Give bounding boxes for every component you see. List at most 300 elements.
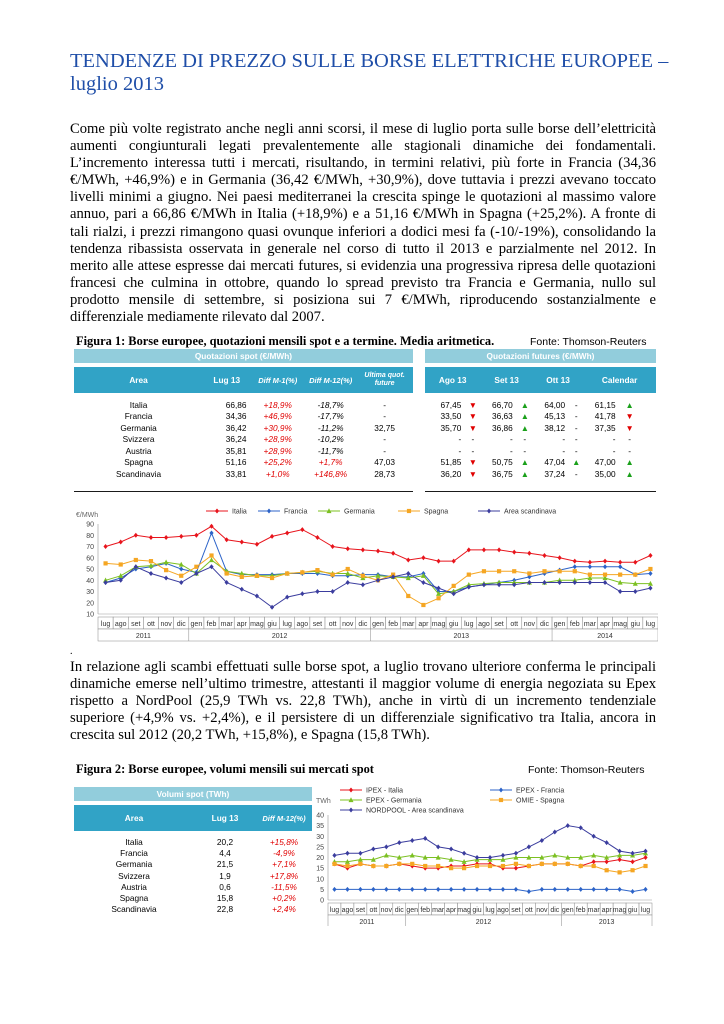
data-point: [361, 574, 365, 578]
col-area: Area: [74, 367, 203, 393]
x-tick-label: apr: [418, 621, 429, 628]
legend-label: Spagna: [424, 508, 449, 516]
price-chart: [74, 504, 658, 646]
col-ultima-quot: Ultima quot. future: [356, 367, 412, 393]
year-label: 2014: [597, 633, 613, 640]
spacer-cell: [640, 457, 656, 469]
data-point: [648, 586, 652, 591]
x-tick-label: lug: [485, 907, 495, 914]
trend-icon: ▲: [625, 457, 634, 468]
data-point: [134, 533, 138, 538]
y-tick-label: 60: [86, 555, 94, 563]
data-point: [397, 887, 401, 892]
x-tick-label: mar: [432, 907, 445, 914]
data-point: [315, 568, 319, 572]
data-point: [164, 576, 168, 581]
data-point: [579, 864, 583, 868]
data-point: [540, 862, 544, 866]
data-point: [361, 582, 365, 587]
legend-label: Francia: [284, 508, 308, 516]
data-point: [488, 864, 492, 868]
x-tick-label: mag: [612, 907, 627, 914]
col-area-2: Area: [74, 805, 194, 831]
data-point: [633, 560, 637, 565]
series-nordpool-area-scandinava: [332, 823, 647, 860]
x-tick-label: set: [511, 907, 521, 914]
data-point: [605, 887, 609, 892]
data-point: [285, 595, 289, 600]
x-tick-label: lug: [640, 907, 651, 914]
spacer-cell: [640, 411, 656, 423]
cell-diff-m12: -18,7%: [317, 399, 344, 410]
cell-lug13: 35,81: [225, 445, 247, 456]
data-point: [315, 535, 319, 540]
cell-diff-m12: -17,7%: [317, 411, 344, 422]
spacer-cell: [413, 468, 425, 480]
figure-2-table: [74, 787, 312, 915]
col-ago13: Ago 13: [425, 367, 480, 393]
trend-icon: ▲: [625, 399, 634, 410]
data-point: [592, 864, 596, 868]
data-point: [255, 594, 259, 599]
data-point: [488, 887, 492, 892]
data-point: [285, 531, 289, 536]
cell-ultima-quot: -: [383, 399, 387, 410]
data-point: [527, 889, 531, 894]
data-point: [391, 551, 395, 556]
x-tick-label: mag: [613, 621, 627, 628]
table-row: [74, 445, 656, 457]
data-point: [648, 567, 652, 571]
data-point: [371, 864, 375, 868]
data-point: [462, 887, 466, 892]
data-point: [371, 847, 375, 852]
data-point: [482, 569, 486, 573]
data-point: [345, 851, 349, 856]
col-diff-m12-2: Diff M-12(%): [256, 805, 312, 831]
data-point: [452, 584, 456, 588]
chart-legend: [206, 508, 556, 515]
legend-marker: [407, 509, 411, 513]
data-point: [315, 589, 319, 594]
data-point: [406, 558, 410, 563]
cell-lug13: 0,6: [219, 881, 231, 892]
data-point: [300, 570, 304, 574]
cell-set13: 36,75: [491, 468, 513, 479]
data-point: [332, 853, 336, 858]
data-point: [633, 573, 637, 577]
trend-icon: -: [574, 445, 578, 456]
data-point: [346, 546, 350, 551]
data-point: [514, 862, 518, 866]
data-point: [553, 830, 557, 835]
x-tick-label: mag: [457, 907, 471, 914]
data-point: [573, 559, 577, 564]
data-point: [119, 540, 123, 545]
data-point: [421, 555, 425, 560]
table-row: [74, 892, 312, 903]
data-point: [618, 887, 622, 892]
cell-ultima-quot: -: [383, 445, 387, 456]
data-point: [501, 864, 505, 868]
series-italia: [103, 524, 652, 565]
data-point: [482, 547, 486, 552]
cell-diff-m12: -11,7%: [317, 445, 344, 456]
title-line-1: TENDENZE DI PREZZO SULLE BORSE ELETTRICHE EUROPEE –: [70, 50, 669, 72]
x-tick-label: lug: [329, 907, 340, 914]
x-tick-label: gen: [372, 621, 384, 628]
data-point: [436, 887, 440, 892]
data-point: [330, 544, 334, 549]
cell-set13: 36,86: [491, 422, 513, 433]
data-point: [436, 844, 440, 849]
data-point: [384, 844, 388, 849]
x-tick-label: lug: [464, 621, 474, 628]
data-point: [527, 844, 531, 849]
x-tick-label: nov: [342, 621, 354, 628]
data-point: [255, 574, 259, 578]
cell-lug13: 20,2: [216, 836, 234, 847]
x-tick-label: mag: [431, 621, 446, 628]
data-point: [134, 558, 138, 562]
figure-1-caption: Figura 1: Borse europee, quotazioni mensili spot e a termine. Media aritmetica.: [76, 334, 495, 348]
cell-ott13: 38,12: [544, 422, 566, 433]
series-line: [335, 826, 646, 858]
cell-ott13: -: [562, 445, 566, 456]
data-point: [179, 580, 183, 585]
cell-area: Francia: [120, 847, 148, 858]
volume-chart: [312, 784, 658, 926]
data-point: [592, 834, 596, 839]
cell-area: Italia: [125, 836, 143, 847]
data-point: [648, 571, 652, 576]
data-point: [558, 555, 562, 560]
data-point: [592, 887, 596, 892]
spacer-cell: [640, 468, 656, 480]
cell-ultima-quot: -: [383, 434, 387, 445]
cell-ott13: 45,13: [544, 411, 566, 422]
cell-diff-m1: +1,0%: [265, 468, 290, 479]
x-tick-label: nov: [160, 621, 172, 628]
data-point: [421, 603, 425, 607]
data-point: [285, 571, 289, 575]
cell-lug13: 33,81: [225, 468, 247, 479]
cell-calendar: 61,15: [594, 399, 616, 410]
col-ott13: Ott 13: [533, 367, 583, 393]
trend-icon: -: [523, 434, 527, 445]
cell-area: Scandinavia: [111, 904, 157, 915]
x-tick-label: feb: [575, 907, 586, 914]
cell-lug13: 36,24: [225, 434, 247, 445]
trend-icon: -: [574, 434, 578, 445]
table-row: [74, 859, 312, 870]
cell-calendar: 47,00: [594, 457, 616, 468]
data-point: [449, 887, 453, 892]
x-tick-label: dic: [550, 907, 560, 914]
x-tick-label: feb: [420, 907, 431, 914]
cell-ago13: -: [458, 445, 462, 456]
data-point: [475, 887, 479, 892]
spacer-cell: [413, 434, 425, 446]
data-point: [346, 567, 350, 571]
trend-icon: -: [523, 445, 527, 456]
legend-label: Germania: [344, 508, 375, 516]
data-point: [164, 560, 169, 565]
table-row: [74, 468, 656, 480]
data-point: [643, 849, 647, 854]
spacer-cell: [640, 399, 656, 411]
y-tick-label: 10: [316, 876, 324, 884]
data-point: [605, 859, 609, 864]
x-tick-label: nov: [536, 907, 548, 914]
data-point: [452, 559, 456, 564]
data-point: [330, 573, 334, 577]
paragraph-2: In relazione agli scambi effettuati sulle borse spot, a luglio trovano ulteriore conferma le principali dinamiche emerse nell’ultimo trimestre, attestanti il maggior volume di energia negoziata su Epex rispetto a NordPool (25,9 TWh vs. 22,8 TWh), anche in virtù di un incremento tendenziale superiore (+4,9% vs. +2,4%), e il persistere di un differenziale significativo tra Italia, ancora in crescita sul 2012 (20,2 TWh, +15,8%), e Spagna (15,8 TWh).: [70, 659, 656, 744]
data-point: [119, 562, 123, 566]
data-point: [558, 569, 562, 573]
y-tick-label: 30: [316, 833, 324, 841]
data-point: [449, 866, 453, 870]
page-title: [70, 50, 670, 96]
data-point: [573, 569, 577, 573]
data-point: [643, 864, 647, 868]
y-tick-label: 50: [86, 566, 94, 574]
cell-diff-m12: -11,2%: [317, 422, 344, 433]
spacer-cell: [640, 445, 656, 457]
data-point: [149, 535, 153, 540]
year-label: 2013: [453, 633, 470, 640]
data-point: [423, 836, 427, 841]
data-point: [423, 887, 427, 892]
cell-diff-m12: +7,1%: [272, 859, 296, 870]
cell-area: Austria: [125, 445, 152, 456]
data-point: [270, 605, 274, 610]
x-tick-label: giu: [630, 621, 640, 628]
table-row: [74, 399, 656, 411]
trend-icon: -: [574, 468, 578, 479]
x-tick-label: feb: [206, 621, 217, 628]
trend-icon: ▲: [520, 422, 529, 433]
data-point: [527, 571, 531, 575]
data-point: [573, 564, 577, 569]
x-tick-label: dic: [394, 907, 404, 914]
cell-ago13: 35,70: [440, 422, 462, 433]
data-point: [527, 864, 531, 868]
cell-ago13: -: [458, 434, 462, 445]
data-point: [436, 596, 440, 600]
trend-icon: -: [574, 411, 578, 422]
cell-lug13: 1,9: [219, 870, 231, 881]
data-point: [358, 887, 362, 892]
data-point: [512, 569, 516, 573]
data-point: [179, 574, 183, 578]
cell-area: Spagna: [124, 457, 153, 468]
x-tick-label: set: [131, 621, 141, 628]
data-point: [553, 862, 557, 866]
legend-marker: [487, 509, 491, 514]
data-point: [579, 825, 583, 830]
y-tick-label: 40: [86, 577, 94, 585]
data-point: [240, 587, 244, 592]
futures-header: Quotazioni futures (€/MWh): [425, 349, 656, 363]
trend-icon: ▲: [520, 468, 529, 479]
cell-area: Germania: [115, 859, 153, 870]
data-point: [225, 571, 229, 575]
trend-icon: ▲: [572, 457, 581, 468]
data-point: [149, 571, 153, 576]
trend-icon: ▼: [468, 399, 477, 410]
cell-lug13: 21,5: [216, 859, 234, 870]
x-tick-label: apr: [601, 907, 612, 914]
y-tick-label: 70: [86, 544, 94, 551]
table-row: [74, 881, 312, 892]
legend-label: Italia: [232, 508, 247, 516]
data-point: [436, 559, 440, 564]
data-point: [540, 838, 544, 843]
data-point: [588, 580, 592, 585]
cell-diff-m12: -4,9%: [273, 847, 295, 858]
data-point: [603, 564, 607, 569]
data-point: [436, 864, 440, 868]
legend-marker: [349, 788, 353, 793]
data-point: [270, 576, 274, 580]
table-row: [74, 870, 312, 881]
data-point: [384, 864, 388, 868]
x-tick-label: lug: [282, 621, 292, 628]
x-tick-label: dic: [540, 621, 549, 628]
figure-2-caption: Figura 2: Borse europee, volumi mensili sui mercati spot: [76, 762, 374, 776]
spot-header: Quotazioni spot (€/MWh): [74, 349, 413, 363]
data-point: [514, 866, 518, 871]
trend-icon: -: [574, 422, 578, 433]
legend-label: OMIE - Spagna: [516, 797, 565, 805]
cell-area: Italia: [129, 399, 148, 410]
cell-area: Spagna: [119, 893, 149, 904]
data-point: [361, 547, 365, 552]
cell-diff-m1: +28,9%: [263, 445, 292, 456]
y-tick-label: 80: [86, 532, 94, 540]
cell-lug13: 22,8: [216, 904, 234, 915]
data-point: [512, 550, 516, 555]
data-point: [345, 887, 349, 892]
data-point: [164, 568, 168, 572]
legend-label: Area scandinava: [504, 508, 557, 516]
data-point: [552, 853, 557, 858]
data-point: [618, 573, 622, 577]
table-row: [74, 422, 656, 434]
x-tick-label: ago: [478, 621, 490, 628]
table-row: [74, 836, 312, 847]
y-tick-label: 30: [86, 589, 94, 596]
trend-icon: ▼: [468, 457, 477, 468]
spacer-cell: [413, 422, 425, 434]
y-axis-label: €/MWh: [76, 512, 99, 519]
cell-ago13: 51,85: [440, 457, 462, 468]
table-row: [74, 411, 656, 423]
data-point: [462, 866, 466, 870]
data-point: [566, 823, 570, 828]
x-tick-label: giu: [472, 907, 482, 914]
x-tick-label: feb: [388, 621, 399, 628]
data-point: [300, 591, 304, 596]
x-tick-label: lug: [100, 621, 111, 628]
cell-lug13: 66,86: [225, 399, 247, 410]
data-point: [618, 564, 622, 569]
data-point: [410, 838, 414, 843]
data-point: [410, 887, 414, 892]
x-tick-label: ago: [114, 621, 127, 628]
cell-diff-m1: +46,9%: [263, 411, 292, 422]
cell-ago13: 36,20: [440, 468, 462, 479]
data-point: [603, 559, 607, 564]
data-point: [421, 580, 425, 585]
paragraph-1: Come più volte registrato anche negli anni scorsi, il mese di luglio porta sulle borse dell’elettricità aumenti congiunturali legati prevalentemente alle stagionali dinamiche dei fondamentali. L’incremento interessa tutti i mercati, risultando, in termini relativi, più forte in Francia (34,36 €/MWh, +46,9%) e in Germania (36,42 €/MWh, +30,9%), dove tuttavia i prezzi avevano toccato livelli minimi a giugno. Nei paesi mediterranei la crescita spinge le quotazioni al massimo valore annuo, pari a 66,86 €/MWh in Italia (+18,9%) e a 51,16 €/MWh in Spagna (+25,2%). A fronte di tali rialzi, i prezzi rimangono quasi ovunque inferiori a dodici mesi fa (-10/-19%), consolidando la tendenza ribassista osservata in generale nel corso di tutto il 2013 e parzialmente nel 2012. In merito alle attese espresse dai mercati futures, si evidenzia una progressiva ripresa delle quotazioni francesi che culmina in ottobre, quando lo spread previsto tra Francia e Germania, nullo sul prodotto mensile di settembre, si posiziona sui 7 €/MWh, riproducendo sostanzialmente e differenziale mediamente rilevato dal 2007.: [70, 121, 656, 326]
x-tick-label: mar: [402, 621, 415, 628]
col-lug13: Lug 13: [203, 367, 250, 393]
x-tick-label: apr: [599, 621, 611, 628]
volumi-header: Volumi spot (TWh): [74, 787, 312, 801]
data-point: [603, 573, 607, 577]
data-point: [467, 547, 471, 552]
x-tick-label: apr: [236, 621, 247, 628]
year-label: 2012: [475, 919, 492, 926]
cell-ott13: 37,24: [544, 468, 566, 479]
cell-ultima-quot: 47,03: [374, 457, 396, 468]
data-point: [209, 531, 213, 536]
data-point: [270, 534, 274, 539]
figure-1-source: Fonte: Thomson-Reuters: [530, 336, 647, 348]
legend-label: NORDPOOL - Area scandinava: [366, 807, 464, 815]
data-point: [255, 542, 259, 547]
legend-label: IPEX - Italia: [366, 787, 403, 795]
x-tick-label: ago: [497, 907, 509, 914]
cell-ott13: 64,00: [544, 399, 566, 410]
data-point: [527, 551, 531, 556]
cell-diff-m12: +2,4%: [272, 904, 296, 915]
data-point: [542, 553, 546, 558]
cell-diff-m12: +15,8%: [269, 836, 299, 847]
cell-calendar: 35,00: [594, 468, 616, 479]
cell-calendar: 37,35: [594, 422, 616, 433]
trend-icon: ▲: [520, 457, 529, 468]
data-point: [240, 540, 244, 545]
data-point: [497, 547, 501, 552]
x-tick-label: feb: [569, 621, 580, 628]
x-tick-label: giu: [449, 621, 459, 628]
data-point: [475, 864, 479, 868]
data-point: [592, 859, 596, 864]
data-point: [633, 589, 637, 594]
data-point: [423, 864, 427, 868]
data-point: [542, 569, 546, 573]
legend-label: EPEX - Germania: [366, 797, 422, 805]
data-point: [618, 870, 622, 874]
cell-diff-m1: +18,9%: [263, 399, 292, 410]
y-axis-label: TWh: [316, 798, 331, 805]
cell-diff-m1: +28,9%: [263, 434, 292, 445]
data-point: [449, 847, 453, 852]
data-point: [371, 887, 375, 892]
data-point: [164, 535, 168, 540]
data-point: [648, 553, 652, 558]
spacer-cell: [640, 422, 656, 434]
cell-lug13: 4,4: [219, 847, 231, 858]
cell-ultima-quot: 32,75: [374, 422, 396, 433]
trend-icon: -: [628, 434, 632, 445]
data-point: [179, 567, 183, 572]
x-tick-label: set: [494, 621, 504, 628]
cell-ago13: 67,45: [440, 399, 462, 410]
